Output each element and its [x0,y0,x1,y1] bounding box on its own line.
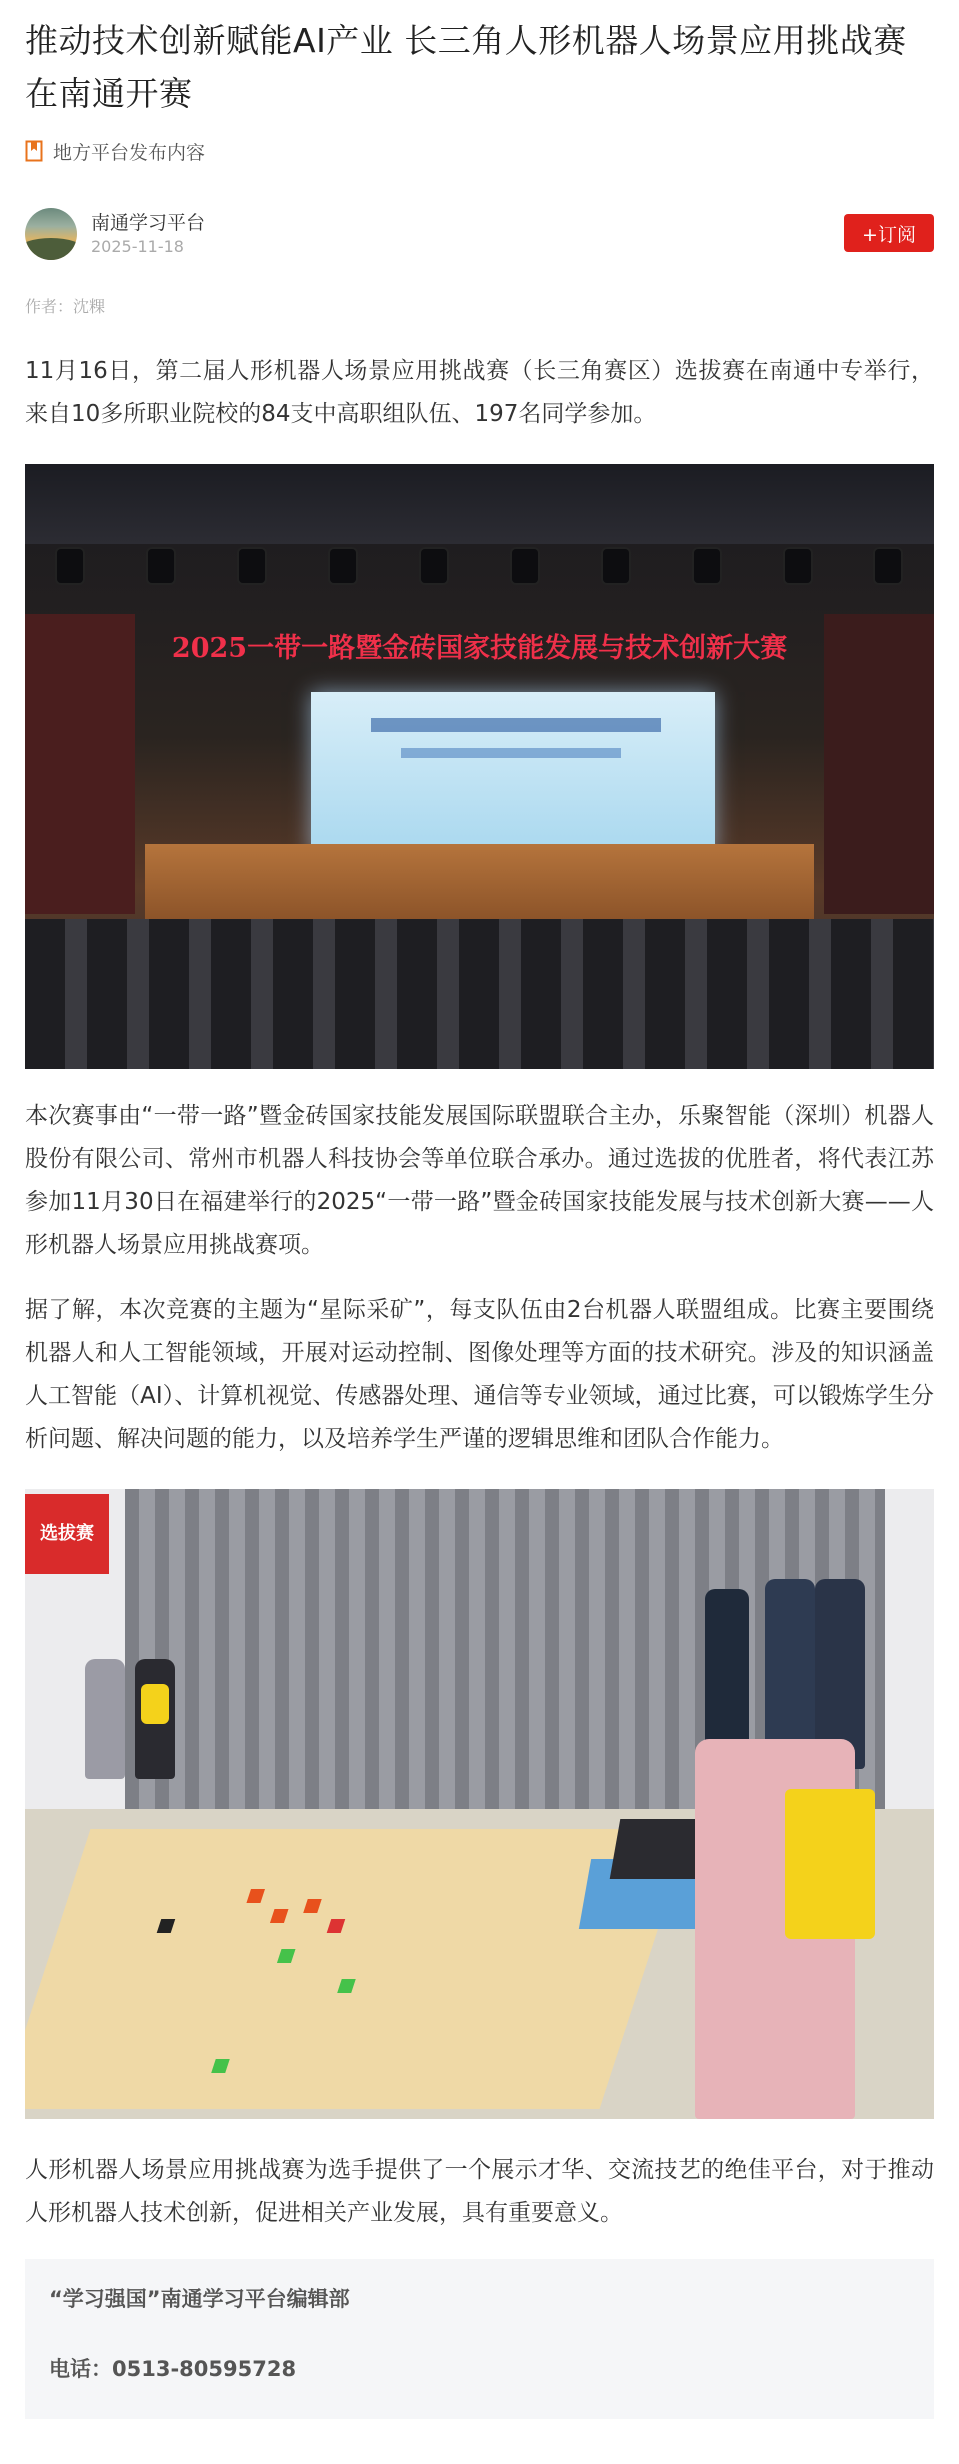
source-label: 地方平台发布内容 [53,141,206,164]
author-info [91,210,205,258]
photo-robot-competition [25,1489,934,2119]
selection-sign: 选拔赛 [25,1494,109,1574]
bookmark-icon [25,140,43,162]
paragraph-2: 本次赛事由“一带一路”暨金砖国家技能发展国际联盟联合主办，乐聚智能（深圳）机器人股份有限公司、常州市机器人科技协会等单位联合承办。通过选拔的优胜者，将代表江苏参加11月30日在福建举行的2025“一带一路”暨金砖国家技能发展与技术创新大赛——人形机器人场景应用挑战赛项。 [25,1103,934,1258]
photo-competition-hall [25,464,934,1069]
article-title: 推动技术创新赋能AI产业 长三角人形机器人场景应用挑战赛在南通开赛 [25,21,907,113]
subscribe-button[interactable]: +订阅 [844,214,934,252]
avatar[interactable] [25,208,77,260]
stage-banner-text: 2025一带一路暨金砖国家技能发展与技术创新大赛 [171,633,788,664]
paragraph-1: 11月16日，第二届人形机器人场景应用挑战赛（长三角赛区）选拔赛在南通中专举行，来自10多所职业院校的84支中高职组队伍、197名同学参加。 [25,358,934,427]
author-name[interactable]: 南通学习平台 [91,212,206,234]
footer-tel: 电话：0513-80595728 [49,2357,297,2381]
author-row [25,206,934,262]
publish-date: 2025-11-18 [91,237,184,256]
footer-org: “学习强国”南通学习平台编辑部 [49,2287,350,2311]
source-row [25,136,934,166]
writer-label: 作者：沈粿 [25,297,106,316]
paragraph-3: 据了解，本次竞赛的主题为“星际采矿”，每支队伍由2台机器人联盟组成。比赛主要围绕机器人和人工智能领域，开展对运动控制、图像处理等方面的技术研究。涉及的知识涵盖人工智能（AI）、计算机视觉、传感器处理、通信等专业领域，通过比赛，可以锻炼学生分析问题、解决问题的能力，以及培养学生严谨的逻辑思维和团队合作能力。 [25,1297,934,1452]
footer-box [25,2259,934,2419]
paragraph-4: 人形机器人场景应用挑战赛为选手提供了一个展示才华、交流技艺的绝佳平台，对于推动人形机器人技术创新，促进相关产业发展，具有重要意义。 [25,2157,934,2226]
